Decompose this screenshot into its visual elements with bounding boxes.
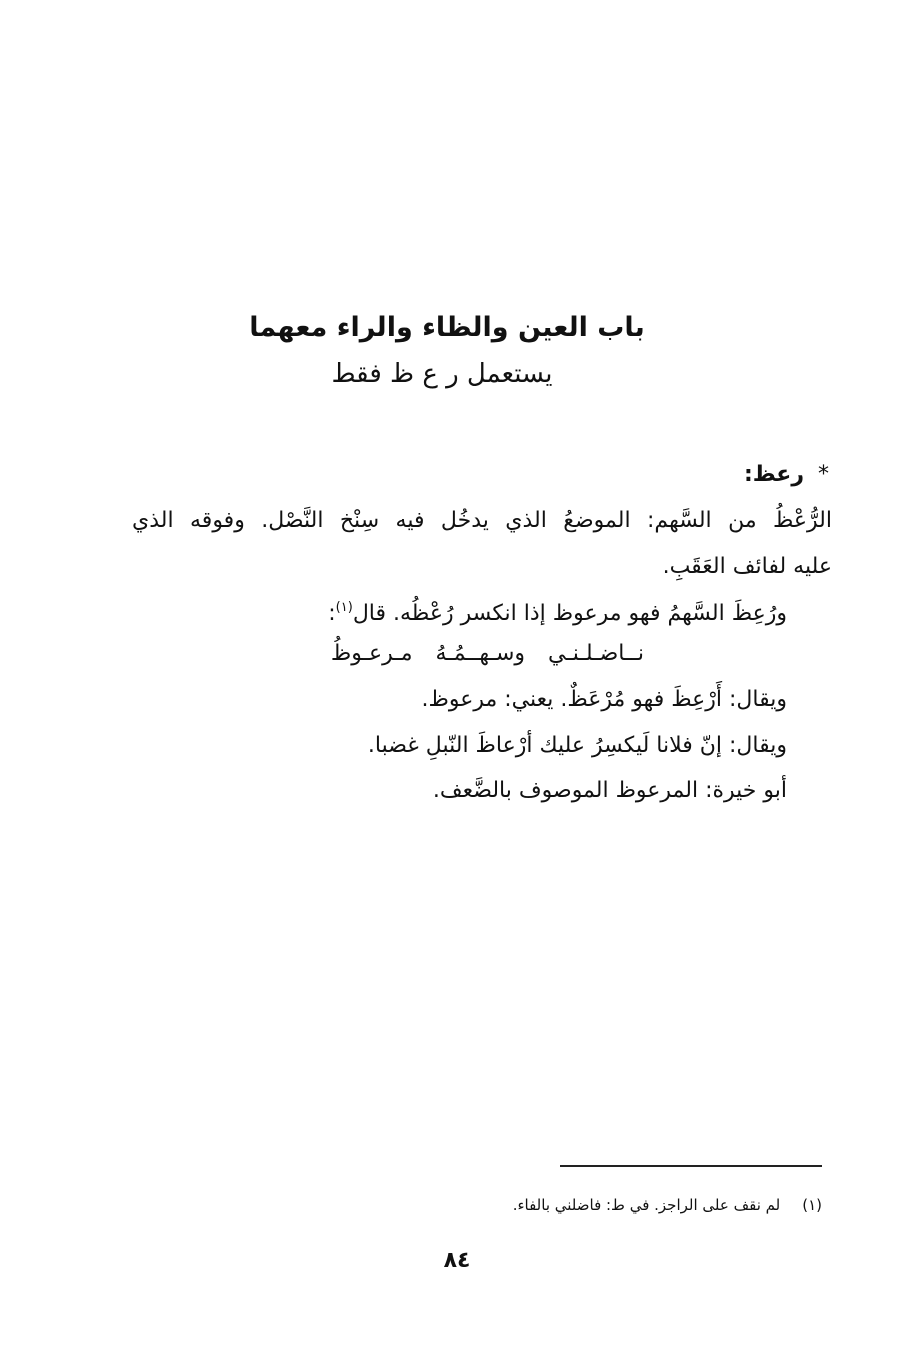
entry-line-with-citation: [328, 591, 787, 631]
footnote-text: لم نقف على الراجز. في ط: فاضلني بالفاء.: [512, 1196, 781, 1214]
footnote-number: (١): [802, 1196, 822, 1214]
page-number: ٨٤: [443, 1248, 471, 1273]
entry-line: ويقال: إنّ فلانا لَيكسِرُ عليك أرْعاظَ النّبلِ غضبا.: [367, 733, 787, 758]
entry-marker: *: [818, 462, 829, 487]
entry-line: أبو خيرة: المرعوظ الموصوف بالضَّعف.: [432, 778, 787, 803]
entry-line: عليه لفائف العَقَبِ.: [662, 554, 832, 579]
footnote-reference: (١): [335, 600, 353, 615]
footnote: [513, 1193, 822, 1217]
entry-heading: [744, 458, 829, 492]
footnote-divider: [560, 1165, 822, 1167]
chapter-title: باب العين والظاء والراء معهما: [249, 312, 645, 343]
entry-line-text: ورُعِظَ السَّهمُ فهو مرعوظ إذا انكسر رُعْظُه. قال: [352, 601, 787, 626]
chapter-subtitle: يستعمل ر ع ظ فقط: [331, 359, 553, 389]
verse-line: نــاضـلـنـي وسـهــمُـهُ مـرعـوظُ: [330, 641, 644, 666]
entry-line: ويقال: أَرْعِظَ فهو مُرْعَظٌ. يعني: مرعوظ.: [421, 687, 787, 712]
entry-line-colon: :: [328, 601, 336, 626]
entry-headword: رعظ:: [743, 462, 804, 487]
entry-line: الرُّعْظُ من السَّهم: الموضعُ الذي يدخُل فيه سِنْخ النَّصْل. وفوقه الذي: [132, 508, 832, 533]
